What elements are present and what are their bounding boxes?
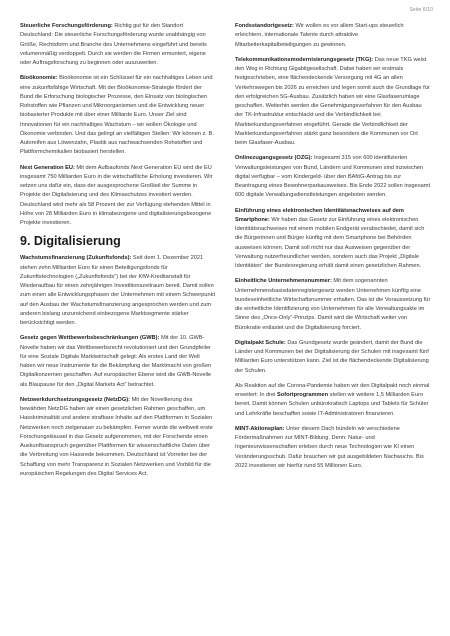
paragraph <box>20 254 216 328</box>
paragraph-body: Wir haben das Gesetz zur Einführung eines elektronischen Identitätsnachweises mit einem mobilen Endgerät verabschiedet, damit sich die Bürgerinnen und Bürger künftig mit dem Smartphone bei Behörden ausweisen können. Damit soll nicht nur das Ausweisen gegenüber der Verwaltung nutzerfreundlicher werden, sondern auch das Projekt „Digitale Identitäten“ der Bundesregierung erhält damit einen gesetzlichen Rahmen. <box>235 216 425 269</box>
paragraph-title: Next Generation EU: <box>20 164 75 171</box>
paragraph-title: Sofortprogrammen <box>277 392 329 398</box>
paragraph-body: stellen wir weitere 1,5 Milliarden Euro bereit. Damit können Schulen unbürokratisch Laptops und Tablets für Schüler und Lehrkräfte beschaffen sowie IT-Administratoren finanzieren. <box>235 392 429 417</box>
paragraph-title: Bioökonomie: <box>20 75 58 82</box>
paragraph <box>235 277 431 333</box>
paragraph-title: Steuerliche Forschungsförderung: <box>20 23 113 29</box>
paragraph-title: Telekommunikationsmodernisierungsgesetz (TKG): <box>235 56 374 63</box>
paragraph-title: Digitalpakt Schule: <box>235 339 286 346</box>
paragraph-title: Gesetz gegen Wettbewerbsbeschränkungen (GWB): <box>20 335 160 342</box>
paragraph <box>235 382 431 419</box>
paragraph-title: Onlinezugangsgesetz (OZG): <box>235 155 313 162</box>
paragraph-body: Mit der Novellierung des bewährten NetzDG haben wir einen gesetzlichen Rahmen geschaffen, um Hasskriminalität und andere strafbare Inhalte auf den Plattformen in Sozialen Netzwerken noch zielgenauer zu bekämpfen. Ferner wurde die weltweit erste Forschungsklausel in das Gesetz aufgenommen, mit der Forschende einen Auskunftsanspruch gegenüber Plattformen für wissenschaftliche Daten über die Verbreitung von Hassrede bekommen. Deutschland ist Vorreiter bei der Schaffung von mehr Transparenz in Sozialen Netzwerken und Vorbild für die europäischen Regelungen des Digital Services Act. <box>20 396 213 477</box>
right-column <box>235 22 431 477</box>
paragraph <box>235 154 431 200</box>
paragraph-title: Fondsstandortgesetz: <box>235 23 294 29</box>
paragraph <box>235 22 431 50</box>
paragraph <box>235 425 431 471</box>
paragraph-body: Insgesamt 315 von 600 identifizierten Verwaltungsleistungen von Bund, Ländern und Kommunen sind inzwischen digital verfügbar – vom Kindergeld- über den BAföG-Antrag bis zur Beantragung eines Bewohnerparkausweises. Bis Ende 2022 sollen insgesamt 600 digitale Verwaltungsdienstleistungen angeboten werden. <box>235 155 431 199</box>
paragraph-body: Als Reaktion auf die Corona-Pandemie haben wir den Digitalpakt noch einmal erweitert: In drei <box>235 382 430 398</box>
paragraph <box>20 74 216 157</box>
paragraph-body: Mit dem sogenannten Unternehmensbasisdatenregistergesetz werden Unternehmen künftig eine bundeseinheitliche Wirtschaftsnummer erhalten. Das ist die Voraussetzung für die einheitliche Identifizierung von Unternehmen für alle Verwaltungsakte im Sinne des „Once-Only“-Prinzips. Damit wird die Wirtschaft weiter von Bürokratie entlastet und die Digitalisierung forciert. <box>235 278 431 331</box>
page-number: Seite 6/10 <box>409 7 433 13</box>
section-heading: 9. Digitalisierung <box>20 234 121 249</box>
paragraph <box>20 22 216 68</box>
paragraph <box>20 334 216 390</box>
paragraph <box>20 396 216 479</box>
paragraph-title: Einheitliche Unternehmensnummer: <box>235 278 332 285</box>
paragraph-title: Wachstumsfinanzierung (Zukunftsfonds): <box>20 255 132 262</box>
paragraph-title: Einführung eines elektronischen Identitätsnachweises auf dem Smartphone: <box>235 207 404 223</box>
left-column <box>20 22 216 485</box>
paragraph-body: Das neue TKG weist den Weg in Richtung Gigabitgesellschaft. Dabei haben wir erstmals festgeschrieben, eine flächendeckende Versorgung mit 4G an allen Verkehrswegen bis 2026 zu erreichen und legen somit auch die Grundlage für den erfolgreichen 5G-Ausbau. Zusätzlich haben wir eine Glasfaserumlage geschaffen. Weiterhin werden die Genehmigungsverfahren für den Ausbau der TK-Infrastruktur entschlackt und die Verbindlichkeit bei Markterkundungsverfahren eingeführt. Gerade die Verbindlichkeit der Markterkundungsverfahren stärkt ganz besonders die Kommunen vor Ort beim Glasfaser-Ausbau. <box>235 56 430 146</box>
paragraph-body: Richtig gut für den Standort Deutschland: Die steuerliche Forschungsförderung wurde unabhängig von Größe, Rechtsform und Branche des Unternehmens eingeführt und bereits volumenmäßig verdoppelt. Durch sie werden die Firmen ermuntert, eigene oder Auftragsforschung zu beginnen oder auszuweiten. <box>20 23 207 66</box>
paragraph-body: Seit dem 1. Dezember 2021 stehen zehn Milliarden Euro für einen Beteiligungsfonds für Zukunftstechnologien („Zukunftsfonds“) bei der KfW-Kreditanstalt für Wiederaufbau für einen zehnjährigen Investitionszeitraum bereit. Damit sollen zum einen alle Entwicklungsphasen der Unternehmen mit einem Schwerpunkt auf den Ausbau der Wachstumsfinanzierung angesprochen werden und zum anderen bislang unzureichend einbezogene Marktsegmente stärker berücksichtigt werden. <box>20 255 216 326</box>
paragraph <box>20 164 216 229</box>
paragraph-body: Mit der 10. GWB-Novelle haben wir das Wettbewerbsrecht revolutioniert und den Grundpfeiler für eine Soziale Digitale Marktwirtschaft gelegt: Als erstes Land der Welt haben wir neue Instrumente für die Bekämpfung der Marktmacht von großen Digitalkonzernen geschaffen. Auf europäischer Ebene wird die GWB-Novelle als Blaupause für den „Digital Markets Act“ betrachtet. <box>20 335 212 388</box>
paragraph-body: Unter diesem Dach bündeln wir verschiedene Fördermaßnahmen zur MINT-Bildung. Denn: Natur- und Ingenieurwissenschaften erleben durch neue Technologien wie KI einen Veränderungsschub. Dafür brauchen wir gut ausgebildeten Nachwuchs. Bis 2022 investieren wir hierfür rund 55 Millionen Euro. <box>235 425 424 469</box>
paragraph-body: Wir wollen es vor allem Start-ups steuerlich erleichtern, internationale Talente durch attraktive Mitarbeiterkapitalbeteiligungen zu gewinnen. <box>235 23 404 48</box>
paragraph-body: Bioökonomie ist ein Schlüssel für ein nachhaltiges Leben und eine zukunftsfähige Wirtschaft. Mit der Bioökonomie-Strategie fördert der Bund die Erforschung biologischer Prozesse, den Einsatz von biologischen Rohstoffen wie Pflanzen und Mikroorganismen und die Entwicklung neuer biobasierter Produkte mit über einer Milliarde Euro. Unser Ziel sind Innovationen für ein nachhaltiges Wachstum – wir wollen Ökologie und Ökonomie verbinden. Und das gelingt an vielfältigen Stellen: Wir können z. B. Autoreifen aus Löwenzahn, Plastik aus nachwachsenden Rohstoffen und Plattformchemikalien biobasiert herstellen. <box>20 75 214 156</box>
paragraph-body: Das Grundgesetz wurde geändert, damit der Bund die Länder und Kommunen bei der Digitalisierung der Schulen mit insgesamt fünf Milliarden Euro unterstützen kann. Ziel ist die flächendeckende Digitalisierung der Schulen. <box>235 339 429 374</box>
paragraph <box>235 339 431 376</box>
paragraph <box>235 56 431 149</box>
paragraph-title: Netzwerkdurchsetzungsgesetz (NetzDG): <box>20 396 131 403</box>
paragraph-body: Mit dem Aufbaufonds Next Generation EU wird die EU insgesamt 750 Milliarden Euro in die wirtschaftliche Erholung investieren. Wir setzen uns dafür ein, dass der ausgesprochene Großteil der Summe in Projekte der Digitalisierung und des Klimaschutzes investiert werden. Deutschland wird mehr als 58 Prozent der zur Verfügung stehenden Mittel in Höhe von 28 Milliarden Euro in klimabezogene und digitalisierungsbezogene Projekte investieren. <box>20 164 213 226</box>
paragraph-title: MINT-Aktionsplan: <box>235 425 285 432</box>
paragraph <box>235 207 431 272</box>
